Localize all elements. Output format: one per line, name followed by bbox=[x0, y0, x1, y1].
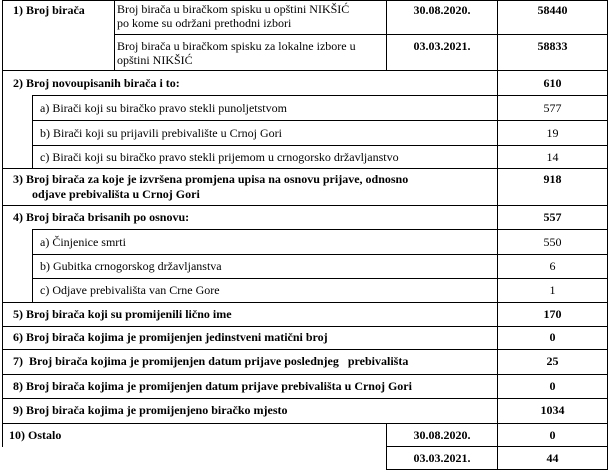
row-6-value: 0 bbox=[549, 330, 556, 344]
row-4-label: 4) Broj birača brisanih po osnovu: bbox=[13, 210, 190, 224]
row-2a-label: a) Birači koji su biračko pravo stekli punoljetstvom bbox=[40, 101, 287, 115]
rule bbox=[2, 398, 608, 399]
row-1-label: 1) Broj birača bbox=[13, 3, 85, 17]
row-4b-label: b) Gubitka crnogorskog državljanstva bbox=[40, 259, 222, 273]
row-10-label: 10) Ostalo bbox=[9, 428, 62, 442]
row-1b-text-line2: opštini NIKŠIĆ bbox=[117, 53, 193, 67]
rule bbox=[2, 0, 3, 447]
rule bbox=[32, 95, 608, 96]
row-3-label-line1: 3) Broj birača za koje je izvršena promjena upisa na osnovu prijave, odnosno bbox=[13, 172, 409, 186]
row-4c-label: c) Odjave prebivališta van Crne Gore bbox=[40, 283, 220, 297]
rule bbox=[32, 95, 33, 169]
rule bbox=[2, 205, 608, 206]
rule bbox=[2, 423, 608, 424]
row-10b-date: 03.03.2021. bbox=[413, 451, 471, 465]
rule bbox=[2, 374, 608, 375]
rule bbox=[2, 0, 608, 1]
row-4a-value: 550 bbox=[543, 235, 562, 249]
row-9-value: 1034 bbox=[540, 403, 565, 417]
rule bbox=[2, 326, 608, 327]
row-10a-value: 0 bbox=[549, 428, 556, 442]
row-4b-value: 6 bbox=[549, 259, 556, 273]
row-2-label: 2) Broj novoupisanih birača i to: bbox=[13, 76, 180, 90]
rule bbox=[32, 278, 608, 279]
rule bbox=[32, 120, 608, 121]
rule bbox=[2, 168, 608, 169]
row-4-value: 557 bbox=[543, 210, 562, 224]
rule bbox=[2, 302, 608, 303]
rule bbox=[32, 229, 33, 303]
row-10a-date: 30.08.2020. bbox=[413, 428, 471, 442]
row-1b-date: 03.03.2021. bbox=[413, 39, 471, 53]
row-1b-value: 58833 bbox=[537, 39, 568, 53]
row-8-value: 0 bbox=[549, 379, 556, 393]
rule bbox=[114, 34, 608, 35]
row-1b-text-line1: Broj birača u biračkom spisku za lokalne izbore u bbox=[117, 39, 356, 53]
rule bbox=[607, 0, 608, 470]
row-7-value: 25 bbox=[546, 354, 559, 368]
rule bbox=[2, 349, 608, 350]
row-1a-text-line2: po kome su održani prethodni izbori bbox=[117, 16, 292, 30]
row-2c-value: 14 bbox=[546, 150, 559, 164]
row-1a-value: 58440 bbox=[537, 3, 568, 17]
row-1a-date: 30.08.2020. bbox=[413, 3, 471, 17]
rule bbox=[2, 70, 608, 71]
row-2a-value: 577 bbox=[543, 101, 562, 115]
rule bbox=[32, 145, 608, 146]
row-5-label: 5) Broj birača koji su promijenili lično ime bbox=[13, 307, 232, 321]
rule bbox=[32, 229, 608, 230]
row-9-label: 9) Broj birača kojima je promijenjeno biračko mjesto bbox=[13, 403, 288, 417]
rule bbox=[32, 254, 608, 255]
row-5-value: 170 bbox=[543, 307, 562, 321]
row-2b-label: b) Birači koji su prijavili prebivalište u Crnoj Gori bbox=[40, 126, 282, 140]
row-6-label: 6) Broj birača kojima je promijenjen jedinstveni matični broj bbox=[13, 330, 328, 344]
row-8-label: 8) Broj birača kojima je promijenjen datum prijave prebivališta u Crnoj Gori bbox=[13, 379, 412, 393]
row-3-value: 918 bbox=[543, 172, 562, 186]
row-1a-text-line1: Broj birača u biračkom spisku u opštini NIKŠIĆ bbox=[117, 2, 350, 16]
rule bbox=[114, 0, 115, 71]
row-4c-value: 1 bbox=[549, 283, 556, 297]
row-2-value: 610 bbox=[543, 76, 562, 90]
row-2c-label: c) Birači koji su biračko pravo stekli prijemom u crnogorsko državljanstvo bbox=[40, 150, 399, 164]
row-7-label: 7) Broj birača kojima je promijenjen datum prijave poslednjeg prebivališta bbox=[13, 354, 409, 368]
row-3-label-line2: odjave prebivališta u Crnoj Gori bbox=[32, 187, 200, 201]
row-10b-value: 44 bbox=[546, 451, 559, 465]
row-2b-value: 19 bbox=[546, 126, 559, 140]
row-4a-label: a) Činjenice smrti bbox=[40, 235, 126, 249]
